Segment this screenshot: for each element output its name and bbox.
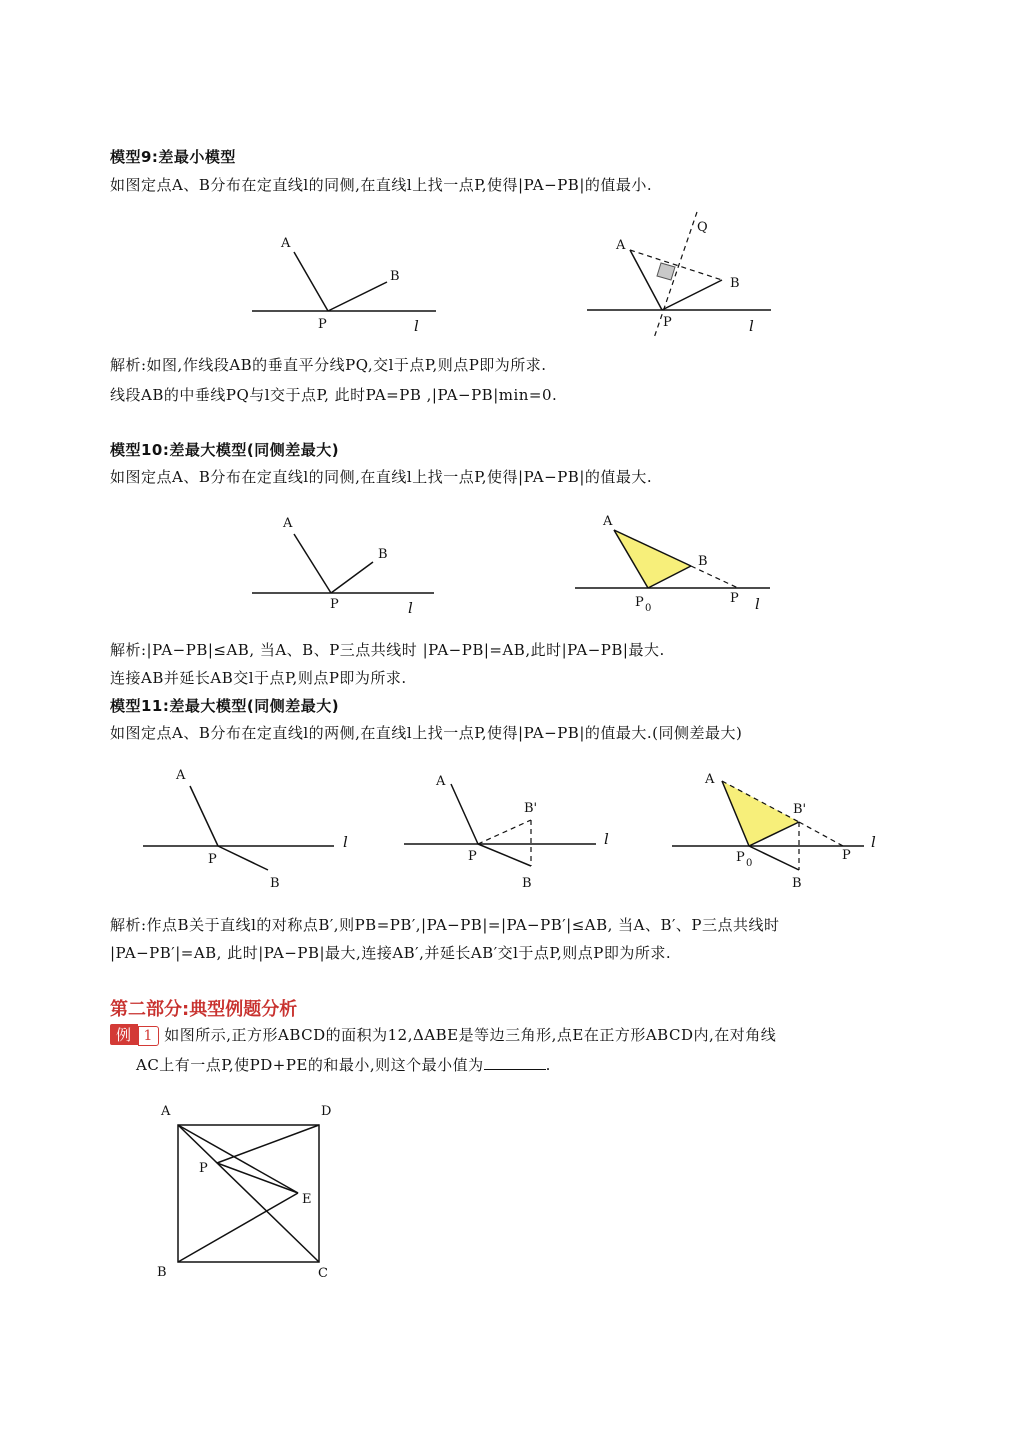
label-p: P [730,591,739,606]
model10-title: 模型10:差最大模型(同侧差最大) [110,441,340,459]
label-q: Q [697,220,708,235]
label-l: l [755,595,760,613]
model11-analysis-line1: 解析:作点B关于直线l的对称点B′,则PB=PB′,|PA−PB|=|PA−PB′|≤AB, 当A、B′、P三点共线时 [110,916,780,934]
segment-pb [331,562,373,593]
model9-figure-left [252,236,436,335]
label-p: P [330,597,339,612]
segment-pb-prime [478,820,531,844]
example1-question-end: . [545,1056,551,1074]
label-b-prime: B' [793,802,807,817]
example1-square-figure [157,1104,331,1281]
label-a: A [161,1104,171,1119]
label-l: l [749,317,754,335]
label-p: P [208,852,217,867]
label-p0: P [635,595,644,610]
model11-analysis-line2: |PA−PB′|=AB, 此时|PA−PB|最大,连接AB′,并延长AB′交l于点P,则点P即为所求. [110,944,672,962]
label-l: l [871,833,876,851]
label-p: P [199,1161,208,1176]
model11-statement: 如图定点A、B分布在定直线l的两侧,在直线l上找一点P,使得|PA−PB|的值最大.(同侧差最大) [110,724,743,742]
label-l: l [408,599,413,617]
model10-figure-right [575,514,770,614]
label-p: P [318,317,327,332]
label-b-prime: B' [524,801,538,816]
part2-heading: 第二部分:典型例题分析 [110,999,298,1020]
example1-question-text2: AC上有一点P,使PD+PE的和最小,则这个最小值为 [136,1056,484,1074]
model10-figure-left [252,516,434,617]
model10-statement: 如图定点A、B分布在定直线l的同侧,在直线l上找一点P,使得|PA−PB|的值最大. [110,468,653,486]
label-l: l [414,317,419,335]
label-b: B [792,876,802,891]
label-a: A [616,238,626,253]
label-a: A [705,772,715,787]
label-b: B [522,876,532,891]
segment-pa [451,784,478,844]
segment-pe [217,1163,298,1193]
model9-statement: 如图定点A、B分布在定直线l的同侧,在直线l上找一点P,使得|PA−PB|的值最小. [110,176,653,194]
label-p0: P [736,850,745,865]
model9-analysis-line1: 解析:如图,作线段AB的垂直平分线PQ,交l于点P,则点P即为所求. [110,356,547,374]
segment-be [178,1193,298,1262]
segment-extension [799,822,843,846]
label-a: A [283,516,293,531]
label-e: E [302,1192,312,1207]
label-b: B [378,547,388,562]
model9-figure-right [587,212,771,338]
model11-title: 模型11:差最大模型(同侧差最大) [110,697,340,715]
example-number: 1 [138,1026,159,1046]
model10-analysis-line1: 解析:|PA−PB|≤AB, 当A、B、P三点共线时 |PA−PB|=AB,此时|PA−PB|最大. [110,641,665,659]
example1-question-line1 [110,1024,776,1046]
model9-analysis-line2: 线段AB的中垂线PQ与l交于点P, 此时PA=PB ,|PA−PB|min=0. [110,386,558,404]
segment-p0b [749,846,799,870]
label-c: C [318,1266,328,1281]
model11-figure-middle [404,774,609,891]
label-l: l [343,833,348,851]
example1-question-text1: 如图所示,正方形ABCD的面积为12,ΔABE是等边三角形,点E在正方形ABCD内,在对角线 [164,1026,777,1044]
segment-pa [190,786,218,846]
right-angle-marker [657,263,675,280]
example1-question-line2 [136,1054,551,1075]
label-p: P [468,849,477,864]
label-p0-subscript: 0 [645,603,652,614]
label-a: A [603,514,613,529]
label-b: B [730,276,740,291]
segment-pb [478,844,531,866]
model10-analysis-line2: 连接AB并延长AB交l于点P,则点P即为所求. [110,669,407,687]
answer-blank[interactable] [484,1055,546,1070]
label-a: A [281,236,291,251]
label-a: A [436,774,446,789]
segment-pb [328,282,387,311]
segment-pa [294,252,328,311]
segment-pa [294,534,331,593]
label-b: B [270,876,280,891]
segment-ab-extension [691,566,738,588]
segment-pb [662,280,722,310]
label-p0-subscript: 0 [746,858,753,869]
label-p: P [663,315,672,330]
model9-title: 模型9:差最小模型 [110,148,236,166]
model11-figure-left [143,768,348,891]
label-l: l [604,830,609,848]
label-b: B [698,554,708,569]
model11-figure-right [672,772,876,891]
segment-pd [217,1125,319,1163]
label-p: P [842,848,851,863]
label-b: B [157,1265,167,1280]
highlight-triangle [722,781,799,846]
label-b: B [390,269,400,284]
label-a: A [176,768,186,783]
segment-pb [218,846,268,870]
highlight-triangle [614,530,691,588]
label-d: D [321,1104,332,1119]
example-badge: 例 [110,1024,138,1045]
